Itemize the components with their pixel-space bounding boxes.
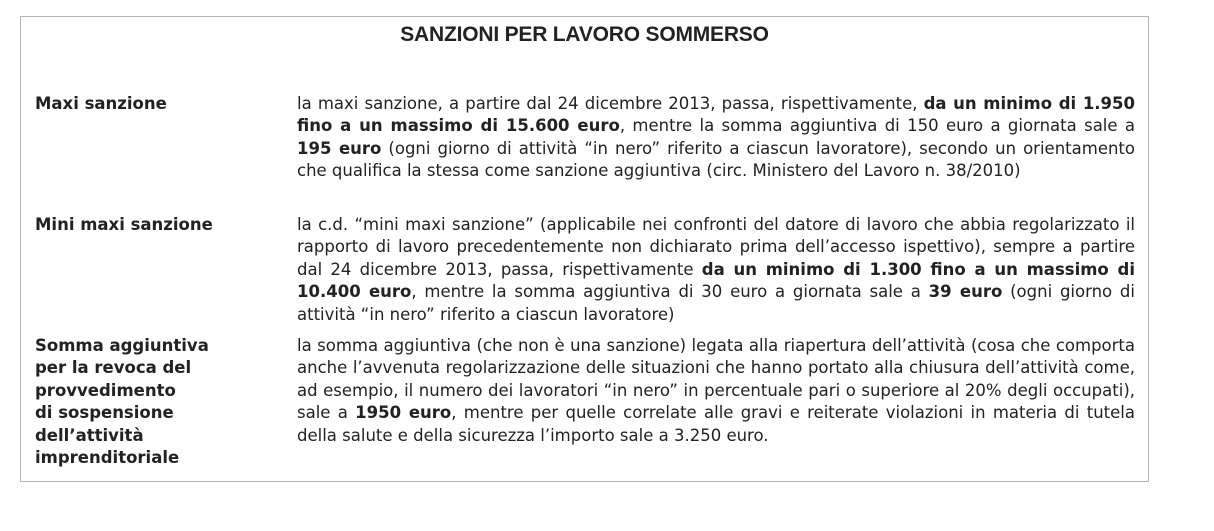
sanctions-table [20,16,1149,482]
amount-range: da un minimo di 1.300 fino a un massimo di 10.400 euro [297,259,1135,302]
definition-mini-maxi-sanzione: la c.d. “mini maxi sanzione” (applicabile nei confronti del datore di lavoro che abbia regolarizzato il rapporto di lavoro precedentemente non dichiarato prima dell’accesso ispettivo), sempre a partire dal 24 dicembre 2013, passa, rispettivamente da un minimo di 1.300 fino a un massimo di 10.400 euro, mentre la somma aggiuntiva di 30 euro a giornata sale a 39 euro (ogni giorno di attività “in nero” riferito a ciascun lavoratore) [297,215,1135,324]
definition-somma-aggiuntiva: la somma aggiuntiva (che non è una sanzione) legata alla riapertura dell’attività (cosa che comporta anche l’avvenuta regolarizzazione delle situazioni che hanno portato alla chiusura dell’attività come, ad esempio, il numero dei lavoratori “in nero” in percentuale pari o superiore al 20% degli occupati), sale a 1950 euro, mentre per quelle correlate alle gravi e reiterate violazioni in materia di tutela della salute e della sicurezza l’importo sale a 3.250 euro. [297,336,1135,445]
term-somma-aggiuntiva: Somma aggiuntiva per la revoca del provvedimento di sospensione dell’attività imprenditoriale [35,336,209,468]
daily-amount: 195 euro [297,138,382,158]
term-mini-maxi-sanzione: Mini maxi sanzione [35,215,213,234]
amount: 1950 euro [355,403,452,423]
definition-maxi-sanzione: la maxi sanzione, a partire dal 24 dicembre 2013, passa, rispettivamente, da un minimo di 1.950 fino a un massimo di 15.600 euro, mentre la somma aggiuntiva di 150 euro a giornata sale a 195 euro (ogni giorno di attività “in nero” riferito a ciascun lavoratore), secondo un orientamento che qualifica la stessa come sanzione aggiuntiva (circ. Ministero del Lavoro n. 38/2010) [297,94,1136,181]
term-maxi-sanzione: Maxi sanzione [35,94,167,113]
daily-amount: 39 euro [928,282,1003,302]
table-title: SANZIONI PER LAVORO SOMMERSO [400,23,769,46]
amount-range: da un minimo di 1.950 fino a un massimo di 15.600 euro [297,94,1136,136]
